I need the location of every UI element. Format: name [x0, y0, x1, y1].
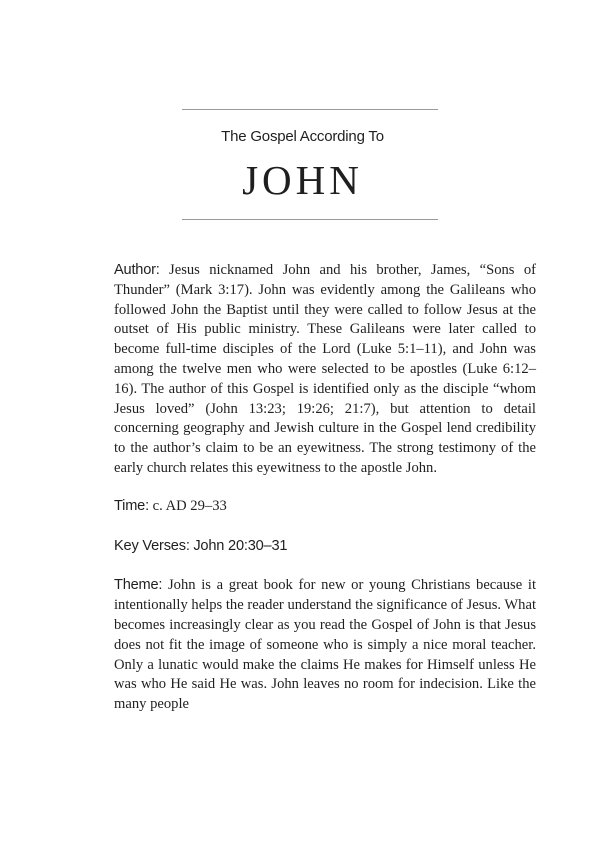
theme-section	[114, 576, 536, 715]
key-verses-section	[114, 537, 536, 557]
key-verses-label: Key Verses:	[114, 537, 190, 554]
book-title: JOHN	[242, 157, 363, 203]
bottom-divider	[182, 219, 438, 220]
top-divider	[182, 109, 438, 110]
author-label: Author:	[114, 262, 160, 278]
theme-text: John is a great book for new or young Christians because it intentionally helps the reader understand the significance of Jesus. What becomes increasingly clear as you read the Gospel of John is that Jesus does not fit the image of someone who is simply a nice moral teacher. Only a lunatic would make the claims He makes for Himself unless He was who He said He was. John leaves no room for indecision. Like the many people	[114, 577, 537, 713]
time-label: Time:	[114, 497, 149, 514]
theme-label: Theme:	[114, 577, 163, 594]
time-section	[114, 497, 536, 517]
key-verses-text: John 20:30–31	[193, 537, 288, 554]
book-subtitle: The Gospel According To	[221, 128, 384, 145]
time-text: c. AD 29–33	[152, 497, 227, 514]
introduction-body	[114, 261, 536, 733]
author-section	[114, 261, 536, 479]
author-text: Jesus nicknamed John and his brother, James, “Sons of Thunder” (Mark 3:17). John was evidently among the Galileans who followed John the Baptist until they were called to follow Jesus at the outset of His public ministry. These Galileans were later called to become full-time disciples of the Lord (Luke 5:1–11), and John was among the twelve men who were selected to be apostles (Luke 6:12–16). The author of this Gospel is identified only as the disciple “whom Jesus loved” (John 13:23; 19:26; 21:7), but attention to detail concerning geography and Jewish culture in the Gospel lend credibility to the author’s claim to be an eyewitness. The strong testimony of the early church relates this eyewitness to the apostle John.	[114, 262, 536, 476]
